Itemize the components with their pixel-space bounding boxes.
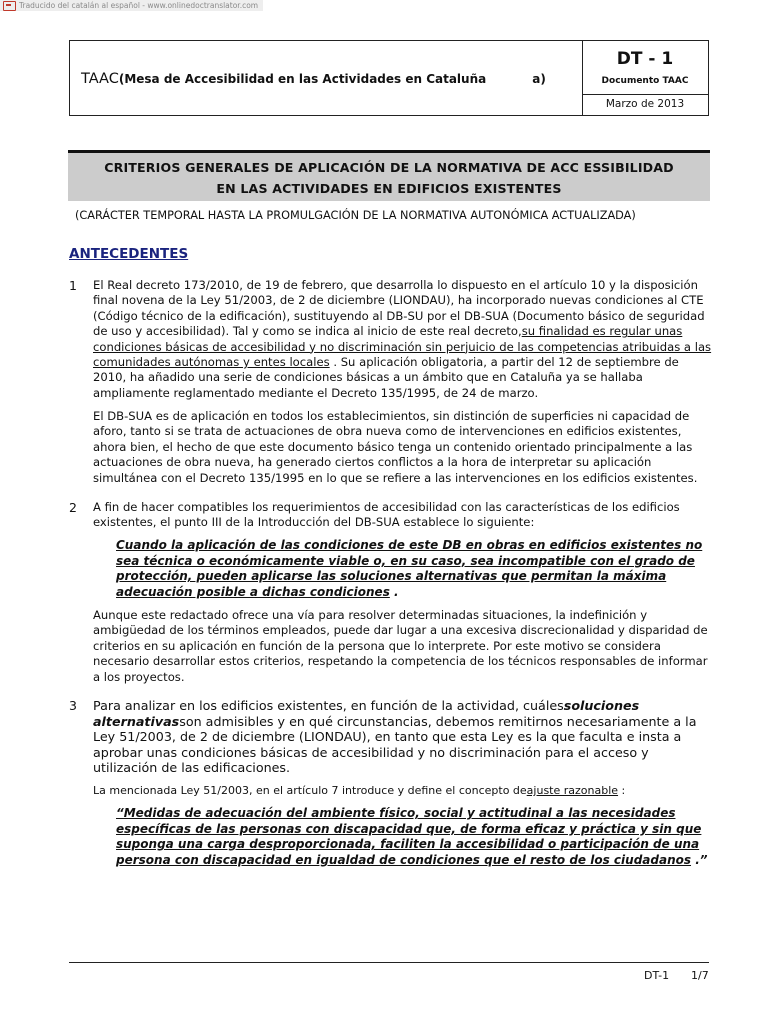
item-3-quote-text: “Medidas de adecuación del ambiente físico, social y actitudinal a las necesidades específicas de las personas con discapacidad que, de forma eficaz y práctica y sin que suponga una carga desproporcionada, faciliten la accesibilidad o participación de una persona con discapacidad en igualdad de condiciones que el resto de los ciudadanos bbox=[116, 806, 702, 867]
item-number-1: 1 bbox=[69, 278, 77, 293]
document-translate-icon bbox=[3, 1, 16, 11]
item-3-p2-text-a: La mencionada Ley 51/2003, en el artículo 7 introduce y define el concepto de bbox=[93, 784, 527, 797]
item-number-3: 3 bbox=[69, 698, 77, 713]
item-3-p2-text-b: : bbox=[618, 784, 626, 797]
document-title bbox=[68, 150, 710, 201]
header-divider bbox=[582, 94, 708, 95]
item-1-paragraph-2: El DB-SUA es de aplicación en todos los establecimientos, sin distinción de superficies ni capacidad de aforo, tanto si se trata de actuaciones de obra nueva como de intervenciones en edificios existentes, ahora bien, el hecho de que este documento básico tenga un contenido orientado principalmente a las actuaciones de obra nueva, ha generado ciertos conflictos a la hora de interpretar su aplicación simultánea con el Decreto 135/1995 en lo que se refiere a las intervenciones en los edificios existentes. bbox=[93, 409, 698, 485]
footer-page-number: 1/7 bbox=[691, 969, 709, 982]
doc-label: Documento TAAC bbox=[601, 76, 689, 86]
item-3-text-a: Para analizar en los edificios existentes, en función de la actividad, cuáles bbox=[93, 698, 564, 713]
item-3-emphasis: soluciones alternativas bbox=[93, 698, 640, 729]
section-heading: ANTECEDENTES bbox=[69, 246, 189, 262]
footer-doc-code: DT-1 bbox=[644, 969, 670, 982]
item-3-text-b: son admisibles y en qué circunstancias, debemos remitirnos necesariamente a la Ley 51/2003, de 2 de diciembre (LIONDAU), en tanto que esta Ley es la que faculta e insta a aprobar unas condiciones básicas de accesibilidad y no discriminación para el acceso y utilización de las edificaciones. bbox=[93, 713, 697, 776]
item-3-quote bbox=[116, 806, 716, 868]
item-2-quote-end: . bbox=[389, 584, 399, 599]
item-2-paragraph-2: Aunque este redactado ofrece una vía para resolver determinadas situaciones, la indefinición y ambigüedad de los términos empleados, puede dar lugar a una excesiva discrecionalidad y disparidad de criterios en su aplicación en función de la persona que lo interprete. Por este motivo se considera necesario desarrollar estos criterios, respetando la competencia de los técnicos responsables de informar a los proyectos. bbox=[93, 608, 708, 684]
org-name bbox=[81, 71, 546, 87]
doc-date: Marzo de 2013 bbox=[605, 98, 685, 110]
footer-rule bbox=[69, 962, 709, 963]
item-2-paragraph-1: A fin de hacer compatibles los requerimientos de accesibilidad con las características de los edificios existentes, el punto III de la Introducción del DB-SUA establece lo siguiente: bbox=[93, 500, 680, 530]
title-line-1: CRITERIOS GENERALES DE APLICACIÓN DE LA NORMATIVA DE ACC ESSIBILIDAD bbox=[104, 160, 674, 175]
item-3-quote-end: .” bbox=[691, 852, 708, 867]
doc-code: DT - 1 bbox=[616, 49, 674, 69]
item-3-term: ajuste razonable bbox=[526, 784, 619, 797]
org-acronym: TAAC bbox=[81, 71, 119, 87]
item-1-text-a: El Real decreto 173/2010, de 19 de febrero, que desarrolla lo dispuesto en el artículo 10 y la disposición final novena de la Ley 51/2003, de 2 de diciembre (LIONDAU), ha incorporado nuevas condiciones al CTE (Código técnico de la edificación), sustituyendo al DB-SU por el DB-SUA (Documento básico de seguridad de uso y accesibilidad). Tal y como se indica al inicio de este real decreto, bbox=[93, 278, 705, 339]
title-line-2: EN LAS ACTIVIDADES EN EDIFICIOS EXISTENTES bbox=[216, 181, 562, 196]
item-number-2: 2 bbox=[69, 500, 77, 515]
item-2-quote-text: Cuando la aplicación de las condiciones de este DB en obras en edificios existentes no sea técnica o económicamente viable o, en su caso, sea incompatible con el grado de protección, pueden aplicarse las soluciones alternativas que permitan la máxima adecuación posible a dichas condiciones bbox=[116, 538, 703, 599]
banner-text: Traducido del catalán al español - www.onlinedoctranslator.com bbox=[19, 1, 259, 10]
item-1-underlined: su finalidad es regular unas condiciones básicas de accesibilidad y no discriminación sin perjuicio de las competencias atribuidas a las comunidades autónomas y entes locales bbox=[93, 324, 712, 370]
header-doc-cell bbox=[582, 41, 708, 115]
header-org-cell bbox=[70, 41, 583, 115]
item-2-quote bbox=[116, 538, 716, 600]
org-full-name: (Mesa de Accesibilidad en las Actividades en Cataluña bbox=[118, 72, 487, 86]
item-3-paragraph-2 bbox=[93, 783, 713, 798]
org-suffix: a) bbox=[532, 72, 546, 86]
title-subtitle: (CARÁCTER TEMPORAL HASTA LA PROMULGACIÓN DE LA NORMATIVA AUTONÓMICA ACTUALIZADA) bbox=[75, 209, 636, 222]
item-3-paragraph-1 bbox=[93, 698, 713, 776]
translator-banner[interactable] bbox=[0, 0, 263, 11]
document-header bbox=[69, 40, 709, 116]
item-1-paragraph-1 bbox=[93, 278, 713, 401]
item-1-text-b: . Su aplicación obligatoria, a partir del 12 de septiembre de 2010, ha añadido una serie de condiciones básicas a un ámbito que en Cataluña ya se hallaba ampliamente reglamentado mediante el Decreto 135/1995, de 24 de marzo. bbox=[93, 355, 679, 400]
